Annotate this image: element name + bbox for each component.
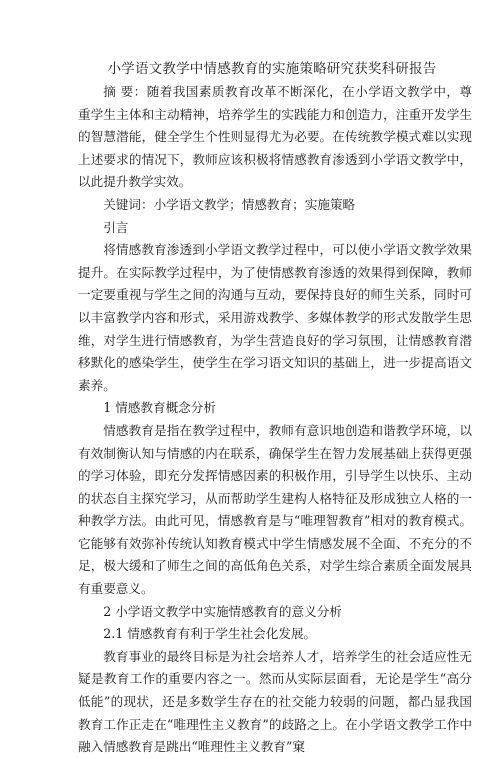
section21-paragraph: 教育事业的最终目标是为社会培养人才，培养学生的社会适应性无疑是教育工作的重要内容之一。然而从实际层面看，无论是学生“高分低能”的现状，还是多数学生存在的社交能力较弱的问题，都凸显我国教育工作正走在“唯理性主义教育”的歧路之上。在小学语文教学工作中融入情感教育是跳出“唯理性主义教育”窠	[78, 648, 472, 755]
section1-paragraph: 情感教育是指在教学过程中，教师有意识地创造和谐教学环境，以有效制衡认知与情感的内在联系，确保学生在智力发展基础上获得更强的学习体验，即充分发挥情感因素的积极作用，引导学生以快乐、主动的状态自主探究学习，从而帮助学生建构人格特征及形成独立人格的一种教学方法。由此可见，情感教育是与“唯理智教育”相对的教育模式。它能够有效弥补传统认知教育模式中学生情感发展不全面、不充分的不足，极大缓和了师生之间的高低角色关系，对学生综合素质全面发展具有重要意义。	[78, 422, 472, 597]
intro-heading: 引言	[103, 219, 129, 235]
abstract-paragraph: 摘 要：随着我国素质教育改革不断深化，在小学语文教学中，尊重学生主体和主动精神，培养学生的实践能力和创造力，注重开发学生的智慧潜能，健全学生个性则显得尤为必要。在传统教学模式难以实现上述要求的情况下，教师应该积极将情感教育渗透到小学语文教学中，以此提升教学实效。	[78, 84, 472, 190]
section2-heading: 2 小学语文教学中实施情感教育的意义分析	[103, 603, 342, 619]
section21-heading: 2.1 情感教育有利于学生社会化发展。	[103, 626, 317, 642]
section1-heading: 1 情感教育概念分析	[103, 400, 216, 416]
intro-paragraph: 将情感教育渗透到小学语文教学过程中，可以使小学语文教学效果提升。在实际教学过程中，为了使情感教育渗透的效果得到保障，教师一定要重视与学生之间的沟通与互动，要保持良好的师生关系，同时可以丰富教学内容和形式，采用游戏教学、多媒体教学的形式发散学生思维，对学生进行情感教育，为学生营造良好的学习氛围，让情感教育潜移默化的感染学生，使学生在学习语文知识的基础上，进一步提高语文素养。	[78, 242, 472, 393]
document-title: 小学语文教学中情感教育的实施策略研究获奖科研报告	[107, 61, 437, 77]
keywords-line: 关键词：小学语文教学；情感教育；实施策略	[103, 196, 356, 212]
